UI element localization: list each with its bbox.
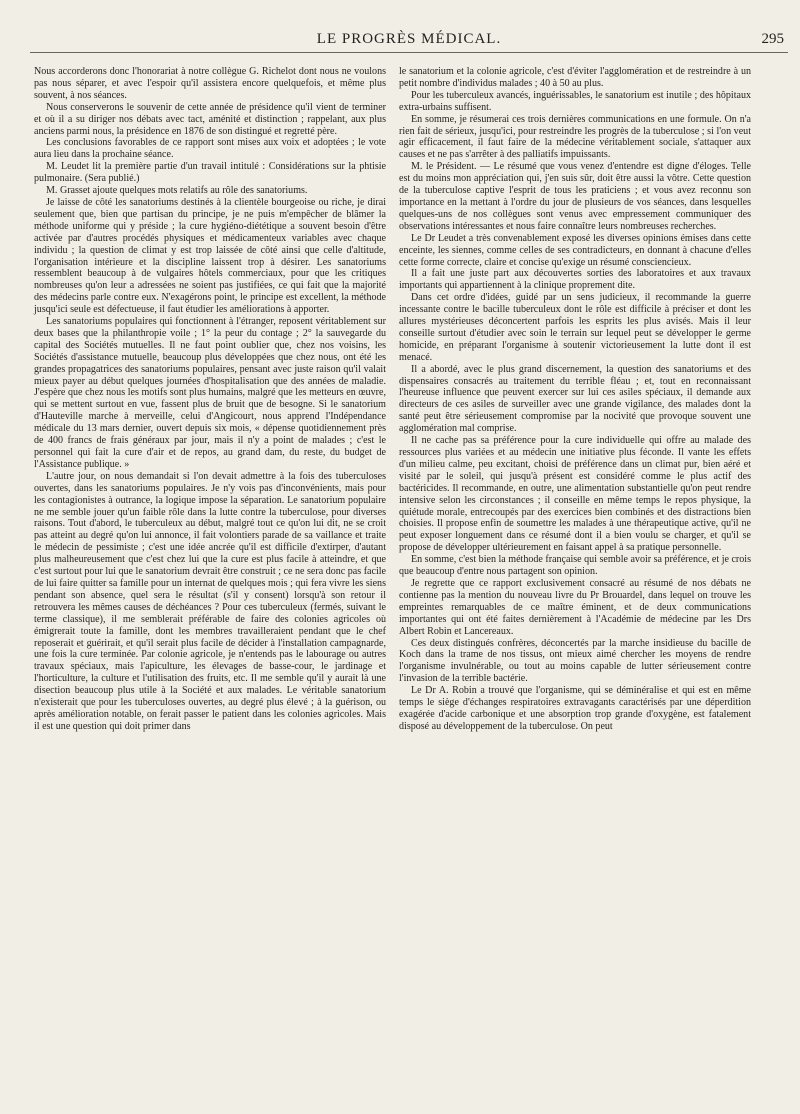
paragraph: En somme, je résumerai ces trois dernières communications en une formule. On n'a rien fait de sérieux, jusqu'ici, pour restreindre les progrès de la tuberculose ; si l'on veut agir efficacement, il faut faire de la médecine véritablement sociale, s'attaquer aux causes et ne pas s'arrêter à des palliatifs impuissants.: [399, 113, 751, 161]
page-number: 295: [761, 31, 784, 47]
paragraph: Le Dr A. Robin a trouvé que l'organisme, qui se déminéralise et qui est en même temps le siège d'échanges respiratoires extravagants caractérisés par une déperdition exagérée d'acide carbonique et une absorption trop grande d'oxygène, est fatalement disposé au développement de la tuberculose. On peut: [399, 685, 751, 732]
paragraph: Nous conserverons le souvenir de cette année de présidence qu'il vient de terminer et où il a su diriger nos débats avec tact, aménité et distinction ; rappelant, aux plus anciens parmi nous, la présidence en 1876 de son distingué et regretté père.: [34, 101, 386, 137]
paragraph: Dans cet ordre d'idées, guidé par un sens judicieux, il recommande la guerre incessante contre le bacille tuberculeux dont le rôle est difficile à préciser et dont les allures mystérieuses déconcertent parfois les esprits les plus avisés. Mais il leur conseille surtout d'étudier avec soin le terrain sur lequel peut se développer le germe homicide, en préparant l'organisme à soutenir victorieusement la lutte dont il est menacé.: [399, 292, 751, 363]
paragraph: Ces deux distingués confrères, déconcertés par la marche insidieuse du bacille de Koch dans la trame de nos tissus, ont mieux aimé chercher les moyens de rendre l'organisme invulnérable, ou tout au moins capable de lutter sérieusement contre l'invasion de la terrible bactérie.: [399, 637, 751, 685]
left-column: [34, 66, 386, 733]
paragraph: M. Leudet lit la première partie d'un travail intitulé : Considérations sur la phtisie pulmonaire. (Sera publié.): [34, 161, 386, 185]
paragraph: M. Grasset ajoute quelques mots relatifs au rôle des sanatoriums.: [46, 185, 308, 197]
paragraph: le sanatorium et la colonie agricole, c'est d'éviter l'agglomération et de restreindre à un petit nombre d'individus malades ; 40 à 50 au plus.: [399, 66, 751, 89]
paragraph: Pour les tuberculeux avancés, inguérissables, le sanatorium est inutile ; des hôpitaux extra-urbains suffisent.: [399, 89, 751, 113]
paragraph: Il a abordé, avec le plus grand discernement, la question des sanatoriums et des dispensaires consacrés au traitement du terrible fléau ; et, tout en reconnaissant l'heureuse influence que peuvent exercer sur lui ces asiles spéciaux, il demande aux directeurs de ces asiles de surveiller avec une grande vigilance, des malades dont la santé peut être sérieusement compromise par la nocivité que provoque souvent une agglomération mal comprise.: [399, 363, 751, 435]
right-column: [399, 66, 751, 733]
paragraph: L'autre jour, on nous demandait si l'on devait admettre à la fois des tuberculoses ouvertes, dans les sanatoriums populaires. Je n'y vois pas d'inconvénients, mais pour les contagionistes à outrance, la logique impose la séparation. Le sanatorium populaire ne me semble jouer qu'un faible rôle dans la lutte contre la tuberculose, pour diverses raisons. Tout d'abord, le tuberculeux au début, malgré tout ce qu'on lui dit, ne se croit pas atteint au degré qu'on lui annonce, il fait volontiers parade de sa vaillance et traite le médecin de pessimiste ; c'est une idée ancrée qu'il est difficile d'extirper, d'autant plus malheureusement que c'est chez lui que la cure est plus facile à atteindre, et que c'est surtout pour lui que le sanatorium devrait être construit ; ce ne sera donc pas facile de lui faire quitter sa famille pour un internat de quelques mois ; qui fera vivre les siens pendant son absence, quel sera le résultat (s'il y consent) lorsqu'à son retour il retrouvera les mêmes causes de déchéances ? Pour ces tuberculeux (fermés, suivant le terme classique), il me semblerait préférable de faire des colonies agricoles où émigrerait toute la famille, dont les membres travailleraient pendant que le chef reposerait et guérirait, et qu'il serait plus facile de décider à l'installation campagnarde, une fois la cure terminée. Par colonie agricole, je n'entends pas le labourage ou autres travaux spéciaux, mais l'apiculture, les élevages de basse-cour, le jardinage et l'horticulture, la culture et l'utilisation des fruits, etc. Il me semble qu'il y aurait là une disection beaucoup plus utile à la Société et aux malades. Le véritable sanatorium n'existerait que pour les tuberculoses ouvertes, au degré plus élevé ; à la guérison, ou après amélioration notable, on ferait passer le patient dans les colonies agricoles. Mais il est une question qui doit primer dans: [34, 470, 386, 732]
paragraph: Les sanatoriums populaires qui fonctionnent à l'étranger, reposent véritablement sur deux bases que la philanthropie voile ; 1° la peur du contage ; 2° la sauvegarde du capital des Sociétés mutuelles. Il ne faut point oublier que, chez nos voisins, les Sociétés d'assistance mutuelle, beaucoup plus développées que chez nous, ont été les grandes propagatrices des sanatoriums populaires, pensant avec juste raison qu'il valait mieux payer au début quelques journées d'hospitalisation que des années de maladie. J'espère que chez nous les motifs sont plus humains, malgré que les metteurs en œuvre, qui se mettent surtout en vue, fassent plus de bruit que de besogne. Si le sanatorium d'Hauteville marche à merveille, celui d'Angicourt, nous apprend l'Indépendance médicale du 13 mars dernier, ouvert depuis six mois, « dépense quotidiennement près de 400 francs de frais généraux par jour, mais il n'y a point de malades ; c'est le personnel qui fait la cure d'air et de repos, au grand dam, du reste, du budget de l'Assistance publique. »: [34, 316, 386, 470]
paragraph: Je laisse de côté les sanatoriums destinés à la clientèle bourgeoise ou riche, je dirai seulement que, bien que partisan du principe, je ne puis m'empêcher de blâmer la méthode uniforme qui y préside ; la cure hygiéno-diététique a souvent besoin d'être activée par d'autres procédés physiques et médicamenteux variables avec chaque individu ; la question de climat y est trop laissée de côté ainsi que celle d'altitude, l'organisation intérieure et la discipline laissent trop à désirer. Les sanatoriums ressemblent beaucoup à de vulgaires hôtels commerciaux, pour que les critiques nombreuses qu'on leur a adressées ne soient pas justifiées, ce qui fait que la majorité des médecins parle contre eux. N'exagérons point, le principe est excellent, la méthode jusqu'ici seule est défectueuse, il faut étudier les améliorations à apporter.: [34, 196, 386, 316]
paragraph: Nous accorderons donc l'honorariat à notre collègue G. Richelot dont nous ne voulons pas nous séparer, et avec l'espoir qu'il assistera encore quelquefois, et même plus souvent, à nos séances.: [34, 66, 386, 101]
journal-title: LE PROGRÈS MÉDICAL.: [316, 31, 502, 47]
paragraph: Il ne cache pas sa préférence pour la cure individuelle qui offre au malade des ressources plus variées et au médecin une initiative plus féconde. Il vante les effets d'un milieu calme, peu excitant, choisi de préférence dans un climat pur, bien aéré et visité par le soleil, qui jusqu'à présent est considéré comme le plus actif des bactéricides. Il recommande, en outre, une alimentation substantielle qu'on peut rendre intensive selon les circonstances ; il conseille en même temps le repos physique, la quiétude morale, entrecoupés par des exercices bien combinés et des distractions bien choisies. Il propose enfin de soumettre les malades à une thérapeutique active, qu'il ne peut exposer longuement dans ce résumé dont il a bien voulu se charger, et qu'il se propose de développer ultérieurement en faisant appel à sa pratique personnelle.: [399, 435, 751, 554]
paragraph: En somme, c'est bien la méthode française qui semble avoir sa préférence, et je crois que beaucoup d'entre nous partagent son opinion.: [399, 554, 751, 578]
running-header: [30, 26, 788, 53]
paragraph: M. le Président. — Le résumé que vous venez d'entendre est digne d'éloges. Telle est du moins mon appréciation qui, j'en suis sûr, doit être aussi la vôtre. Cette question de la tuberculose captive l'esprit de tous les praticiens ; et vous avez reconnu son importance en la mettant à l'ordre du jour de plusieurs de vos séances, dans lesquelles quelques-uns de nos collègues sont venus avec empressement communiquer des observations intéressantes et nous faire connaître leurs nombreuses recherches.: [399, 161, 751, 232]
paragraph: Il a fait une juste part aux découvertes sorties des laboratoires et aux travaux importants qui appartiennent à la clinique proprement dite.: [399, 268, 751, 292]
paragraph: Le Dr Leudet a très convenablement exposé les diverses opinions émises dans cette enceinte, les siennes, comme celles de ses contradicteurs, en donnant à chacune d'elles cette forme correcte, claire et concise qu'exige un résumé consciencieux.: [399, 232, 751, 268]
paragraph: Les conclusions favorables de ce rapport sont mises aux voix et adoptées ; le vote aura lieu dans la prochaine séance.: [34, 137, 386, 161]
paragraph: Je regrette que ce rapport exclusivement consacré au résumé de nos débats ne contienne pas la mention du nouveau livre du Pr Brouardel, dans lequel on trouve les empreintes remarquables de ce maître éminent, et de deux communications importantes qui ont été faites dernièrement à l'Académie de médecine par les Drs Albert Robin et Lancereaux.: [399, 577, 751, 637]
